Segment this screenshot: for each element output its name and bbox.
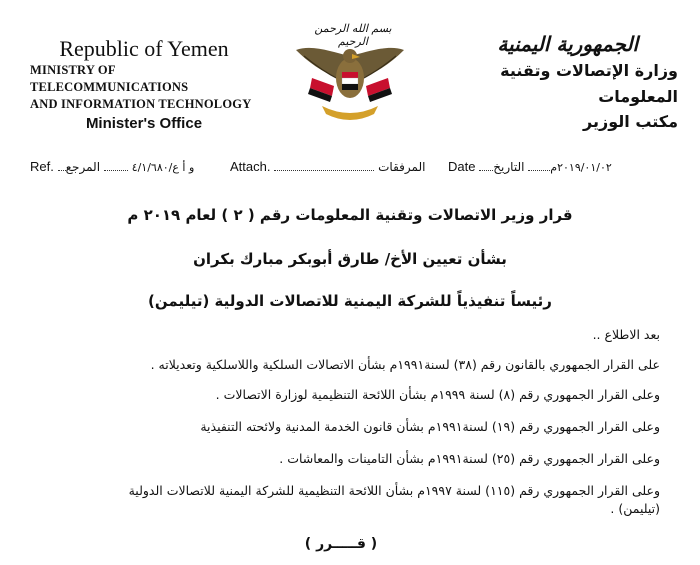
date-field	[448, 158, 612, 174]
ministry-name-ar: وزارة الإتصالات وتقنية المعلومات	[500, 61, 678, 106]
clause-5: وعلى القرار الجمهوري رقم (١١٥) لسنة ١٩٩٧م بشأن اللائحة التنظيمية للشركة اليمنية للاتصالات الدولية	[128, 483, 660, 498]
yemen-eagle-emblem-icon	[282, 22, 418, 130]
date-label: Date	[448, 159, 476, 174]
country-name-en: Republic of Yemen	[59, 36, 229, 61]
decree-position: رئيساً تنفيذياً للشركة اليمنية للاتصالات الدولية (تيليمن)	[148, 292, 552, 310]
attach-label-ar: المرفقات	[378, 160, 426, 174]
ref-field	[30, 158, 194, 174]
reference-line	[30, 158, 676, 182]
clause-2: وعلى القرار الجمهوري رقم (٨) لسنة ١٩٩٩م بشأن اللائحة التنظيمية لوزارة الاتصالات .	[215, 387, 660, 402]
english-letterhead	[24, 36, 264, 132]
clause-5-continued: (تيليمن) .	[610, 501, 660, 516]
country-name-ar: الجمهورية اليمنية	[497, 32, 638, 56]
ministry-name-en-line1: MINISTRY OF TELECOMMUNICATIONS	[30, 63, 189, 94]
date-value: ٢٠١٩/٠١/٠٢م	[550, 161, 612, 174]
attach-field	[230, 158, 425, 174]
ref-label-ar: المرجع	[65, 160, 101, 174]
decision-heading: ( قـــــرر )	[304, 536, 378, 552]
body-intro: بعد الاطلاع ..	[592, 327, 660, 342]
clause-3: وعلى القرار الجمهوري رقم (١٩) لسنة١٩٩١م بشأن قانون الخدمة المدنية ولائحته التنفيذية	[200, 419, 660, 434]
clause-1: على القرار الجمهوري بالقانون رقم (٣٨) لسنة١٩٩١م بشأن الاتصالات السلكية واللاسلكية وتعديلاته .	[150, 357, 660, 372]
ref-label: Ref.	[30, 159, 54, 174]
ministry-name-en-line2: AND INFORMATION TECHNOLOGY	[30, 97, 252, 111]
date-label-ar: التاريخ	[493, 160, 525, 174]
attach-label: Attach.	[230, 159, 271, 174]
arabic-letterhead	[418, 30, 678, 134]
office-name-en: Minister's Office	[85, 115, 203, 132]
decree-subject: بشأن تعيين الأخ/ طارق أبوبكر مبارك بكران	[193, 250, 507, 268]
decree-title: قرار وزير الاتصالات وتقنية المعلومات رقم ( ٢ ) لعام ٢٠١٩ م	[127, 206, 573, 224]
ref-value: و أ ع/٤/١/٦٨٠	[131, 161, 195, 174]
office-name-ar: مكتب الوزير	[583, 112, 678, 131]
basmala: بسم الله الرحمن الرحيم	[314, 22, 392, 48]
clause-4: وعلى القرار الجمهوري رقم (٢٥) لسنة١٩٩١م بشأن التامينات والمعاشات .	[279, 451, 660, 466]
